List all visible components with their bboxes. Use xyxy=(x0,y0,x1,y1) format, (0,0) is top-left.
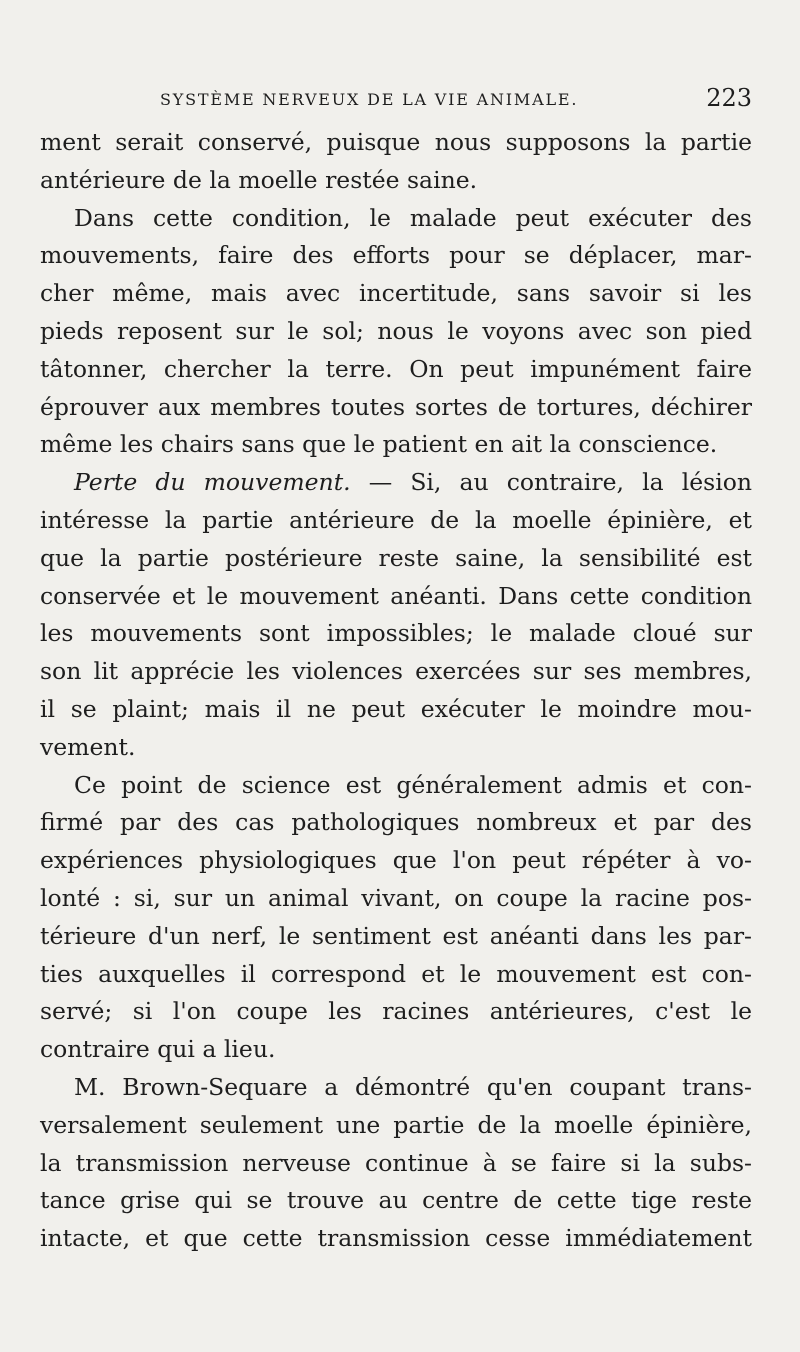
text-line: la transmission nerveuse continue à se faire si la subs- xyxy=(40,1148,752,1177)
text-line: intacte, et que cette transmission cesse immédiatement xyxy=(40,1224,752,1253)
text-fragment: — Si, au contraire, la lésion xyxy=(350,468,753,497)
text-line: ties auxquelles il correspond et le mouvement est con- xyxy=(40,959,752,988)
body-text xyxy=(40,124,752,1258)
text-line: les mouvements sont impossibles; le malade cloué sur xyxy=(40,619,752,648)
text-line: lonté : si, sur un animal vivant, on coupe la racine pos- xyxy=(40,883,752,912)
text-line: térieure d'un nerf, le sentiment est anéanti dans les par- xyxy=(40,921,752,950)
text-line: tance grise qui se trouve au centre de cette tige reste xyxy=(40,1186,752,1215)
text-line: même les chairs sans que le patient en ait la conscience. xyxy=(40,430,718,459)
text-line: M. Brown-Sequare a démontré qu'en coupant trans- xyxy=(74,1072,752,1101)
text-line: éprouver aux membres toutes sortes de tortures, déchirer xyxy=(40,392,752,421)
text-line: mouvements, faire des efforts pour se déplacer, mar- xyxy=(40,241,752,270)
text-line: firmé par des cas pathologiques nombreux et par des xyxy=(40,808,752,837)
text-line xyxy=(40,464,752,502)
text-line: cher même, mais avec incertitude, sans savoir si les xyxy=(40,279,752,308)
text-line: Dans cette condition, le malade peut exécuter des xyxy=(74,203,752,232)
text-line: ment serait conservé, puisque nous supposons la partie xyxy=(40,128,752,156)
text-line: expériences physiologiques que l'on peut répéter à vo- xyxy=(40,846,752,875)
running-title: SYSTÈME NERVEUX DE LA VIE ANIMALE. xyxy=(160,90,579,109)
section-heading: Perte du mouvement. xyxy=(74,468,351,497)
text-line: tâtonner, chercher la terre. On peut impunément faire xyxy=(40,354,752,383)
page-number: 223 xyxy=(706,84,752,112)
text-line: Ce point de science est généralement admis et con- xyxy=(74,770,752,799)
text-line: pieds reposent sur le sol; nous le voyons avec son pied xyxy=(40,316,752,345)
text-line: versalement seulement une partie de la moelle épinière, xyxy=(40,1110,752,1139)
text-line: conservée et le mouvement anéanti. Dans cette condition xyxy=(40,581,752,610)
text-line: il se plaint; mais il ne peut exécuter le moindre mou- xyxy=(40,694,752,723)
text-line: vement. xyxy=(40,732,136,761)
text-line: intéresse la partie antérieure de la moelle épinière, et xyxy=(40,505,752,534)
text-line: que la partie postérieure reste saine, la sensibilité est xyxy=(40,543,752,572)
text-line: contraire qui a lieu. xyxy=(40,1035,276,1064)
text-line: son lit apprécie les violences exercées sur ses membres, xyxy=(40,657,752,686)
text-line: antérieure de la moelle restée saine. xyxy=(40,165,478,194)
page-header xyxy=(40,84,752,116)
text-line: servé; si l'on coupe les racines antérieures, c'est le xyxy=(40,997,752,1026)
